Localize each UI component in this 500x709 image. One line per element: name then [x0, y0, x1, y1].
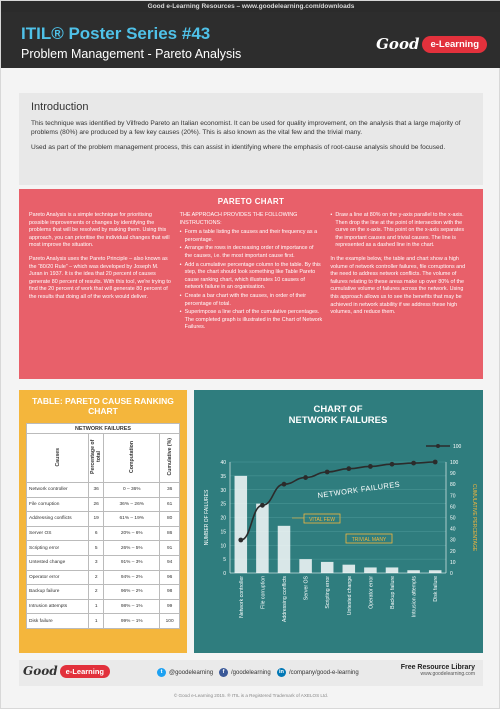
example-paragraph: In the example below, the table and chart show a high volume of network controller failures, file corruptions and the need to address network conflicts. The volume of failures relating to these areas make up over 80% of the cumulative volume of failures across the network. Using this approach allows us to see the benefits that may be achieved in network stability if we address these high volumes, and reduce them.	[330, 255, 466, 316]
x-tick-label: Untested change	[346, 576, 353, 616]
table-cell: Network controller	[27, 483, 89, 498]
table-cell: 86	[160, 526, 180, 541]
y-tick-label: 5	[223, 557, 226, 564]
table-cell: 5	[89, 541, 104, 556]
table-cell: 1	[89, 614, 104, 629]
facebook-handle: /goodelearning	[231, 669, 271, 676]
line-point	[260, 503, 265, 508]
twitter-link[interactable]	[157, 668, 213, 677]
linkedin-link[interactable]	[277, 668, 359, 677]
y2-tick-label: 20	[450, 548, 456, 555]
x-tick-label: Network controller	[238, 576, 245, 618]
poster-title: ITIL® Poster Series #43	[21, 24, 211, 43]
table-cell: 36% – 26%	[104, 497, 160, 512]
line-point	[368, 464, 373, 469]
bar	[343, 565, 356, 573]
x-tick-label: Operator error	[368, 576, 375, 609]
line-point	[433, 460, 438, 465]
footer	[19, 660, 483, 686]
trivial-many-label: TRIVIAL MANY	[351, 537, 387, 543]
y2-axis-title: CUMULATIVE PERCENTAGE	[471, 483, 477, 552]
table-cell: 98	[160, 585, 180, 600]
x-tick-label: Intrusion attempts	[411, 576, 418, 618]
y2-tick-label: 60	[450, 504, 456, 511]
table-cell: File corruption	[27, 497, 89, 512]
y2-tick-label: 80	[450, 482, 456, 489]
introduction-paragraph-2: Used as part of the problem management process, this can assist in identifying where the emphasis of root-cause analysis should be focused.	[31, 143, 446, 151]
table-cell: 94% – 2%	[104, 570, 160, 585]
facebook-link[interactable]	[219, 668, 271, 677]
brand-logo[interactable]	[376, 35, 487, 53]
y-tick-label: 40	[220, 460, 226, 466]
pareto-column-1	[29, 212, 172, 333]
y-tick-label: 25	[220, 501, 226, 508]
list-item: • Arrange the rows in decreasing order of importance of the causes, i.e. the most important cause first.	[180, 245, 323, 260]
approach-heading: THE APPROACH PROVIDES THE FOLLOWING INSTRUCTIONS:	[179, 212, 298, 226]
library-url: www.goodelearning.com	[420, 671, 475, 677]
list-item: • Form a table listing the causes and their frequency as a percentage.	[180, 229, 323, 244]
table-title: NETWORK FAILURES	[27, 424, 180, 434]
table-cell: 2	[89, 585, 104, 600]
table-row	[27, 483, 180, 498]
table-cell: 36	[160, 483, 180, 498]
network-failures-chart	[194, 390, 483, 653]
table-cell: 1	[89, 599, 104, 614]
table-row	[27, 526, 180, 541]
bar	[235, 476, 248, 573]
table-cell: 80	[160, 512, 180, 527]
column-header: Percentage of total	[89, 434, 104, 483]
pareto-column-3	[330, 212, 473, 333]
table-cell: 100	[160, 614, 180, 629]
introduction-section	[19, 93, 483, 185]
chart-title-line-1: CHART OF	[313, 404, 363, 415]
table-cell: Backup failure	[27, 585, 89, 600]
x-tick-label: Server OS	[303, 576, 310, 601]
table-row	[27, 497, 180, 512]
poster-subtitle: Problem Management - Pareto Analysis	[21, 47, 242, 61]
logo-good-text: Good	[376, 35, 420, 53]
facebook-icon: f	[219, 668, 228, 677]
table-cell: 61% – 19%	[104, 512, 160, 527]
table-cell: 91	[160, 541, 180, 556]
legend-marker	[436, 444, 440, 448]
legend-label: 100	[453, 444, 462, 450]
table-cell: 20% – 6%	[104, 526, 160, 541]
approach-list	[180, 229, 323, 332]
free-resource-library-link[interactable]	[401, 664, 475, 677]
pareto-column-2	[180, 212, 323, 333]
y2-tick-label: 0	[450, 571, 453, 577]
line-point	[325, 470, 330, 475]
table-cell: 99	[160, 599, 180, 614]
table-row	[27, 614, 180, 629]
line-point	[411, 461, 416, 466]
logo-elearning-pill: e-Learning	[422, 36, 487, 53]
table-cell: 98% – 1%	[104, 599, 160, 614]
table-cell: 91% – 3%	[104, 555, 160, 570]
x-tick-label: Addressing conflicts	[282, 576, 288, 623]
linkedin-icon: in	[277, 668, 286, 677]
y-tick-label: 30	[220, 487, 226, 494]
table-cell: 3	[89, 555, 104, 570]
footer-logo[interactable]	[23, 664, 110, 678]
table-cell: 0 – 36%	[104, 483, 160, 498]
table-cell: 94	[160, 555, 180, 570]
approach-list-continued	[330, 212, 473, 250]
bar	[321, 562, 334, 573]
table-cell: Disk failure	[27, 614, 89, 629]
y2-tick-label: 40	[450, 526, 456, 533]
bar	[299, 559, 312, 573]
y2-tick-label: 30	[450, 537, 456, 544]
table-row	[27, 599, 180, 614]
y-tick-label: 20	[220, 515, 226, 522]
twitter-icon: t	[157, 668, 166, 677]
introduction-paragraph-1: This technique was identified by Vilfredo Pareto an Italian economist. It can be used for quality improvement, on the analysis that a large majority of problems (80%) are produced by a few key causes (20%). This is also known as the vital few and the trivial many.	[31, 120, 461, 137]
table-row	[27, 570, 180, 585]
table-cell: Untested change	[27, 555, 89, 570]
y-tick-label: 10	[220, 543, 226, 550]
table-cell: 96% – 2%	[104, 585, 160, 600]
table-cell: 6	[89, 526, 104, 541]
y2-tick-label: 50	[450, 515, 456, 522]
introduction-heading: Introduction	[31, 101, 89, 113]
ranking-heading: TABLE: PARETO CAUSE RANKING CHART	[32, 396, 174, 416]
table-cell: 2	[89, 570, 104, 585]
table-cell: Operator error	[27, 570, 89, 585]
y-tick-label: 15	[220, 529, 226, 536]
x-tick-label: File corruption	[260, 576, 267, 609]
line-point	[238, 538, 243, 543]
bar	[386, 567, 399, 573]
table-cell: 26% – 5%	[104, 541, 160, 556]
list-item: • Draw a line at 80% on the y-axis parallel to the x-axis. Then drop the line at the point of intersection with the curve on the x-axis. This point on the x-axis separates the important causes and trivial causes. The line is represented as a dashed line in the chart.	[330, 212, 473, 250]
cumulative-line	[241, 462, 435, 540]
line-point	[303, 475, 308, 480]
column-header: Computation	[104, 434, 160, 483]
bar	[429, 570, 442, 573]
bar	[407, 570, 420, 573]
header	[1, 12, 500, 68]
bar	[256, 504, 269, 573]
table-row	[27, 512, 180, 527]
x-tick-label: Backup failure	[390, 576, 396, 609]
ranking-table	[26, 423, 180, 629]
y-tick-label: 35	[220, 473, 226, 480]
pareto-paragraph-2: Pareto Analysis uses the Pareto Principle – also known as the “80/20 Rule” – which was developed by Joseph M. Juran in 1937. It is the idea that 20 percent of causes generate 80 percent of results. With this tool, we're trying to find the 20 percent of work that will generate 80 percent of the results that doing all of the work would deliver.	[29, 255, 171, 300]
x-tick-label: Disk failure	[433, 576, 440, 602]
bar	[278, 526, 291, 573]
bar	[364, 567, 377, 573]
ranking-table-section	[19, 390, 187, 653]
footer-logo-pill: e-Learning	[60, 665, 110, 678]
twitter-handle: @goodelearning	[169, 669, 214, 676]
list-item: • Create a bar chart with the causes, in order of their percentage of total.	[180, 293, 323, 308]
line-series-label: NETWORK FAILURES	[317, 479, 401, 500]
linkedin-handle: /company/good-e-learning	[289, 669, 359, 676]
x-tick-label: Scripting error	[325, 576, 332, 609]
line-point	[346, 466, 351, 471]
table-row	[27, 541, 180, 556]
table-cell: 36	[89, 483, 104, 498]
table-cell: Intrusion attempts	[27, 599, 89, 614]
vital-few-label: VITAL FEW	[309, 517, 335, 523]
table-cell: 19	[89, 512, 104, 527]
y2-tick-label: 70	[450, 493, 456, 500]
copyright-text: © Good e-Learning 2015. ® ITIL is a Registered Trademark of AXELOS Ltd.	[173, 693, 329, 698]
table-row	[27, 555, 180, 570]
footer-logo-good-text: Good	[23, 664, 58, 678]
table-cell: 61	[160, 497, 180, 512]
y2-tick-label: 10	[450, 559, 456, 566]
column-header: Causes	[27, 434, 89, 483]
table-cell: 26	[89, 497, 104, 512]
table-row	[27, 585, 180, 600]
y-axis-title: NUMBER OF FAILURES	[204, 489, 210, 546]
table-cell: Scripting error	[27, 541, 89, 556]
table-cell: Server OS	[27, 526, 89, 541]
table-cell: 96	[160, 570, 180, 585]
table-cell: Addressing conflicts	[27, 512, 89, 527]
y2-tick-label: 100	[450, 460, 459, 466]
pareto-heading: PARETO CHART	[217, 197, 285, 206]
list-item: • Add a cumulative percentage column to the table. By this step, the chart should look something like Table Pareto cause ranking chart, which illustrates 10 causes of network failure in an organisation.	[180, 262, 323, 292]
y-tick-label: 0	[223, 571, 226, 577]
resources-bar[interactable]: Good e-Learning Resources – www.goodelearning.com/downloads	[1, 1, 500, 12]
table-cell: 99% – 1%	[104, 614, 160, 629]
line-point	[282, 482, 287, 487]
y2-tick-label: 90	[450, 471, 456, 478]
chart-canvas	[194, 390, 483, 653]
list-item: • Superimpose a line chart of the cumulative percentages. The completed graph is illustrated in the Chart of Network Failures.	[180, 309, 323, 332]
line-point	[390, 462, 395, 467]
library-title: Free Resource Library	[400, 664, 475, 671]
pareto-chart-section	[19, 189, 483, 379]
pareto-paragraph-1: Pareto Analysis is a simple technique for prioritising possible improvements or changes by identifying the problems that will be resolved by making them. Using this approach, you can prioritise the individual changes that will most improve the situation.	[29, 212, 170, 249]
column-header: Cumulative (%)	[160, 434, 180, 483]
chart-title-line-2: NETWORK FAILURES	[288, 415, 388, 426]
